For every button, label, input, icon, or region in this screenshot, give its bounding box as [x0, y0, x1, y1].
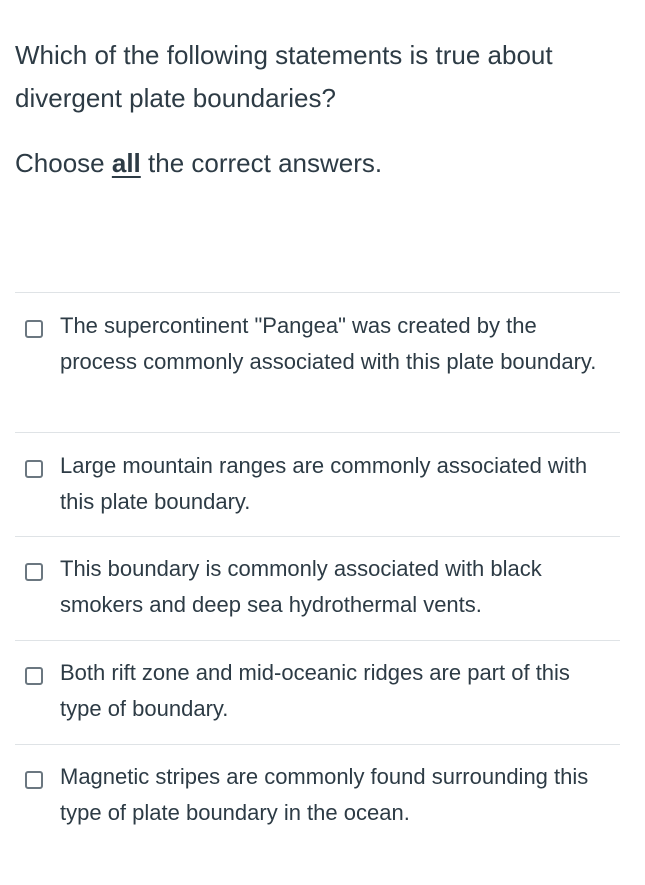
answer-option-1-label[interactable]: The supercontinent "Pangea" was created by the process commonly associated with this plate boundary.	[60, 313, 597, 374]
answer-option-5[interactable]	[15, 745, 620, 885]
checkbox-icon[interactable]	[25, 771, 43, 789]
answer-option-1[interactable]	[15, 293, 620, 433]
instruction-emphasis: all	[111, 148, 141, 178]
question-instruction	[15, 143, 382, 183]
checkbox-icon[interactable]	[25, 563, 43, 581]
checkbox-icon[interactable]	[25, 667, 43, 685]
answer-option-3[interactable]	[15, 537, 620, 641]
answer-option-4-label[interactable]: Both rift zone and mid-oceanic ridges are part of this type of boundary.	[60, 660, 570, 721]
question-text: Which of the following statements is true about divergent plate boundaries?	[15, 40, 553, 113]
answer-option-5-label[interactable]: Magnetic stripes are commonly found surrounding this type of plate boundary in the ocean.	[60, 764, 589, 825]
answer-option-2-label[interactable]: Large mountain ranges are commonly associated with this plate boundary.	[60, 453, 588, 514]
answer-list	[15, 292, 620, 885]
answer-option-2[interactable]	[15, 433, 620, 537]
instruction-suffix: the correct answers.	[148, 148, 383, 178]
instruction-prefix: Choose	[15, 148, 105, 178]
checkbox-icon[interactable]	[25, 460, 43, 478]
answer-option-4[interactable]	[15, 641, 620, 745]
checkbox-icon[interactable]	[25, 320, 43, 338]
answer-option-3-label[interactable]: This boundary is commonly associated with black smokers and deep sea hydrothermal vents.	[60, 556, 542, 617]
